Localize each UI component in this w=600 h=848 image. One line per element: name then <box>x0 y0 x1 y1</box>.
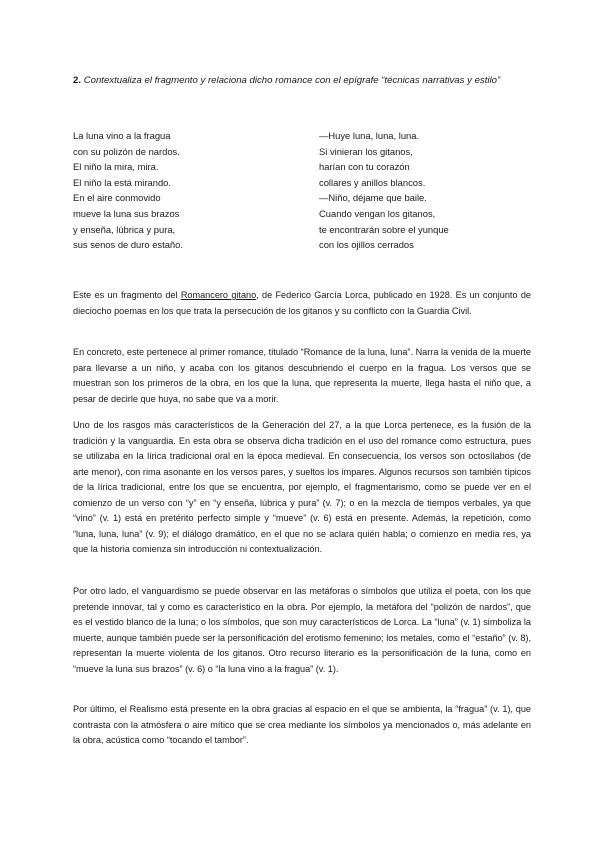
poem-verse: harían con tu corazón <box>319 161 410 173</box>
book-title: Romancero gitano <box>180 290 257 300</box>
poem-verse: Si vinieran los gitanos, <box>319 145 413 157</box>
poem-verse: con los ojillos cerrados <box>319 239 414 251</box>
poem-verse: —Huye luna, luna, luna. <box>319 130 420 141</box>
paragraph-intro-start: Este es un fragmento del <box>73 290 181 300</box>
poem-verse: mueve la luna sus brazos <box>73 207 180 219</box>
poem-left-column <box>73 128 183 253</box>
question-number: 2. <box>73 75 82 86</box>
poem-verse: sus senos de duro estaño. <box>73 239 183 251</box>
poem-right-column <box>319 128 449 253</box>
poem-verse: La luna vino a la fragua <box>73 130 171 141</box>
poem-verse: El niño la mira, mira. <box>73 161 159 173</box>
paragraph-realism: Por último, el Realismo está presente en la obra gracias al espacio en el que se ambienta, la “fragua” (v. 1), que contrasta con la atmósfera o aire mítico que se crea mediante los símbolos ya mencionados o, más adelante en la obra, acústica como “tocando el tambor”. <box>73 704 531 745</box>
poem-verse: collares y anillos blancos. <box>319 176 426 188</box>
paragraph-intro <box>73 288 531 319</box>
poem-verse: con su polizón de nardos. <box>73 145 180 157</box>
poem-verse: El niño la está mirando. <box>73 176 171 188</box>
poem-verse: —Niño, déjame que baile. <box>319 192 427 204</box>
paragraph-romance-context: En concreto, este pertenece al primer romance, titulado “Romance de la luna, luna”. Narra la venida de la muerte para llevarse a un niño, y acaba con los gitanos descubriendo el cuerpo en la fragua. Los versos que se muestran son los primeros de la obra, en los que la luna, que representa la muerte, llega hasta el niño que, a pesar de decirle que huya, no sabe que va a morir. <box>73 347 531 404</box>
poem-verse: te encontrarán sobre el yunque <box>319 223 449 235</box>
poem-verse: En el aire conmovido <box>73 192 161 204</box>
question-heading <box>73 73 531 89</box>
paragraph-vanguard: Por otro lado, el vanguardismo se puede observar en las metáforas o símbolos que utiliza el poeta, con los que pretende innovar, tal y como es característico en la obra. Por ejemplo, la metáfora del “polizón de nardos”, que es el vestido blanco de la luna; o los símbolos, que son muy característicos de Lorca. La “luna” (v. 1) simboliza la muerte, aunque también puede ser la personificación del erotismo femenino; los metales, como el “estaño” (v. 8), representan la muerte violenta de los gitanos. Otro recurso literario es la personificación de la luna, como en “mueve la luna sus brazos” (v. 6) o “la luna vino a la fragua” (v. 1). <box>73 586 531 674</box>
poem-verse: Cuando vengan los gitanos, <box>319 207 436 219</box>
paragraph-tradition: Uno de los rasgos más característicos de la Generación del 27, a la que Lorca pertenece, es la fusión de la tradición y la vanguardia. En esta obra se observa dicha tradición en el uso del romance como estructura, pues se utilizaba en la lírica tradicional oral en la época medieval. En consecuencia, los versos son octosílabos (de arte menor), con rima asonante en los versos pares, y sueltos los impares. Algunos recursos son también típicos de la lírica tradicional, entre los que se encuentra, por ejemplo, el fragmentarismo, como se puede ver en el comienzo de un verso con “y” en “y enseña, lúbrica y pura” (v. 7); o en la mezcla de tiempos verbales, ya que “vino” (v. 1) está en pretérito perfecto simple y “mueve” (v. 6) está en presente. Además, la repetición, como “luna, luna, luna” (v. 9); el diálogo dramático, en el que no se aclara quién habla; o comienzo en media res, ya que la historia comienza sin introducción ni contextualización. <box>73 420 531 554</box>
paragraph-intro-end: , de Federico García Lorca, publicado en 1928. Es un conjunto de dieciocho poemas en los que trata la persecución de los gitanos y su conflicto con la Guardia Civil. <box>73 290 531 316</box>
poem-verse: y enseña, lúbrica y pura, <box>73 223 176 235</box>
question-text: Contextualiza el fragmento y relaciona dicho romance con el epígrafe “técnicas narrativas y estilo” <box>83 75 501 86</box>
